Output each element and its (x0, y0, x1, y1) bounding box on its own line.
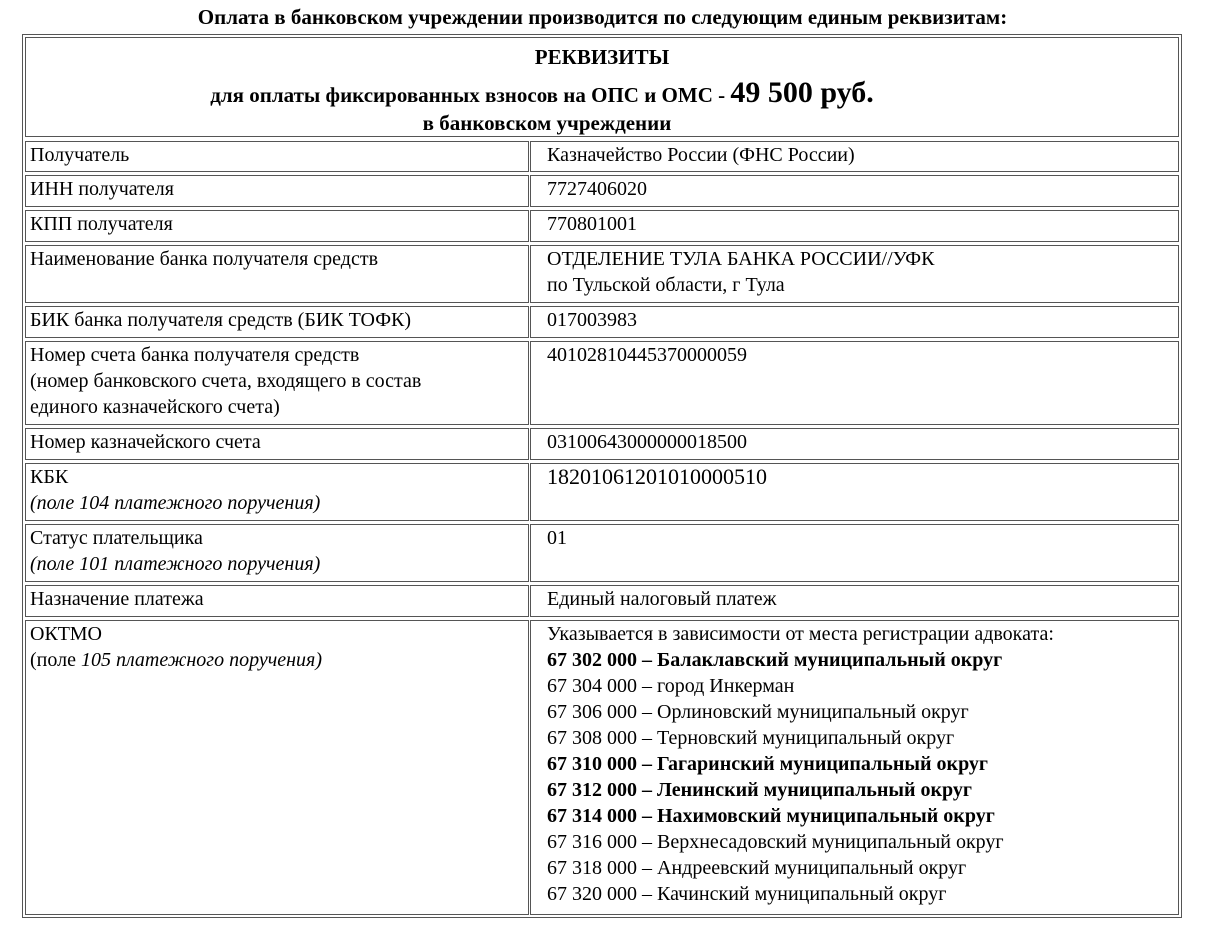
header-subtitle (26, 76, 1178, 112)
label-treasury-account: Номер казначейского счета (30, 431, 261, 453)
value-bank-name-line2: по Тульской области, г Тула (547, 274, 785, 296)
value-cell-bank-account (530, 341, 1179, 425)
value-recipient: Казначейство России (ФНС России) (547, 144, 855, 166)
value-cell-bik (530, 306, 1179, 338)
value-cell-kpp (530, 210, 1179, 242)
oktmo-item (547, 647, 1178, 673)
label-oktmo-note (30, 647, 528, 673)
oktmo-item (547, 751, 1178, 777)
oktmo-name: Гагаринский муниципальный округ (657, 753, 989, 775)
oktmo-item (547, 777, 1178, 803)
label-cell-payer-status (25, 524, 529, 582)
label-bank-account-line3: единого казначейского счета) (30, 396, 280, 418)
header-subtitle-suffix: в банковском учреждении (422, 111, 672, 135)
value-kbk: 18201061201010000510 (547, 464, 767, 489)
oktmo-code: 67 318 000 (547, 857, 637, 879)
value-cell-payment-purpose (530, 585, 1179, 617)
oktmo-name: город Инкерман (657, 675, 795, 697)
oktmo-item (547, 673, 1178, 699)
label-kpp: КПП получателя (30, 213, 173, 235)
label-cell-bank-name (25, 245, 529, 303)
oktmo-code: 67 314 000 (547, 805, 637, 827)
label-payer-status: Статус плательщика (30, 527, 203, 549)
value-bank-name-line1: ОТДЕЛЕНИЕ ТУЛА БАНКА РОССИИ//УФК (547, 248, 935, 270)
label-oktmo-note-prefix: (поле (30, 649, 81, 671)
label-bank-name: Наименование банка получателя средств (30, 248, 379, 270)
table-header (25, 37, 1179, 137)
label-recipient: Получатель (30, 144, 130, 166)
oktmo-name: Нахимовский муниципальный округ (657, 805, 995, 827)
value-inn: 7727406020 (547, 178, 647, 200)
oktmo-item (547, 803, 1178, 829)
oktmo-code: 67 304 000 (547, 675, 637, 697)
oktmo-separator: – (637, 779, 657, 801)
label-cell-kbk (25, 463, 529, 521)
oktmo-separator: – (637, 701, 657, 723)
oktmo-name: Орлиновский муниципальный округ (657, 701, 969, 723)
value-cell-kbk (530, 463, 1179, 521)
oktmo-code: 67 308 000 (547, 727, 637, 749)
oktmo-item (547, 725, 1178, 751)
page-title: Оплата в банковском учреждении производится по следующим единым реквизитам: (197, 5, 1008, 29)
label-bank-account-line2: (номер банковского счета, входящего в состав (30, 370, 422, 392)
value-cell-recipient (530, 141, 1179, 172)
oktmo-item (547, 829, 1178, 855)
header-subtitle-prefix: для оплаты фиксированных взносов на ОПС и ОМС - (210, 83, 731, 107)
oktmo-code: 67 310 000 (547, 753, 637, 775)
oktmo-separator: – (637, 883, 657, 905)
value-payer-status: 01 (547, 527, 567, 549)
label-kbk-note: (поле 104 платежного поручения) (30, 492, 321, 514)
value-payment-purpose: Единый налоговый платеж (547, 588, 777, 610)
value-cell-payer-status (530, 524, 1179, 582)
label-bik: БИК банка получателя средств (БИК ТОФК) (30, 309, 412, 331)
label-cell-kpp (25, 210, 529, 242)
oktmo-item (547, 699, 1178, 725)
value-kpp: 770801001 (547, 213, 637, 235)
oktmo-separator: – (637, 675, 657, 697)
value-cell-bank-name (530, 245, 1179, 303)
oktmo-separator: – (637, 805, 657, 827)
value-treasury-account: 03100643000000018500 (547, 431, 747, 453)
label-oktmo: ОКТМО (30, 623, 102, 645)
label-kbk: КБК (30, 466, 69, 488)
value-cell-oktmo (530, 620, 1179, 915)
value-cell-inn (530, 175, 1179, 207)
oktmo-code: 67 320 000 (547, 883, 637, 905)
oktmo-code: 67 306 000 (547, 701, 637, 723)
header-title: РЕКВИЗИТЫ (534, 45, 670, 69)
label-bank-account-line1: Номер счета банка получателя средств (30, 344, 360, 366)
oktmo-name: Балаклавский муниципальный округ (657, 649, 1003, 671)
oktmo-separator: – (637, 649, 657, 671)
oktmo-separator: – (637, 831, 657, 853)
value-bank-account: 40102810445370000059 (547, 344, 747, 366)
oktmo-name: Ленинский муниципальный округ (657, 779, 972, 801)
oktmo-list (547, 647, 1178, 907)
oktmo-separator: – (637, 753, 657, 775)
label-cell-bank-account (25, 341, 529, 425)
label-payment-purpose: Назначение платежа (30, 588, 204, 610)
label-payer-status-note: (поле 101 платежного поручения) (30, 553, 321, 575)
label-cell-recipient (25, 141, 529, 172)
oktmo-separator: – (637, 857, 657, 879)
oktmo-item (547, 855, 1178, 881)
oktmo-item (547, 881, 1178, 907)
label-oktmo-note-rest: 105 платежного поручения) (80, 649, 322, 671)
label-cell-treasury-account (25, 428, 529, 460)
oktmo-intro: Указывается в зависимости от места регистрации адвоката: (547, 623, 1054, 645)
oktmo-name: Терновский муниципальный округ (657, 727, 955, 749)
oktmo-code: 67 312 000 (547, 779, 637, 801)
oktmo-separator: – (637, 727, 657, 749)
label-cell-payment-purpose (25, 585, 529, 617)
oktmo-code: 67 302 000 (547, 649, 637, 671)
value-cell-treasury-account (530, 428, 1179, 460)
oktmo-code: 67 316 000 (547, 831, 637, 853)
label-cell-inn (25, 175, 529, 207)
payment-amount: 49 500 руб. (730, 76, 874, 109)
label-cell-bik (25, 306, 529, 338)
oktmo-name: Верхнесадовский муниципальный округ (657, 831, 1004, 853)
label-inn: ИНН получателя (30, 178, 174, 200)
oktmo-name: Качинский муниципальный округ (657, 883, 947, 905)
value-bik: 017003983 (547, 309, 637, 331)
label-cell-oktmo (25, 620, 529, 915)
oktmo-name: Андреевский муниципальный округ (657, 857, 967, 879)
